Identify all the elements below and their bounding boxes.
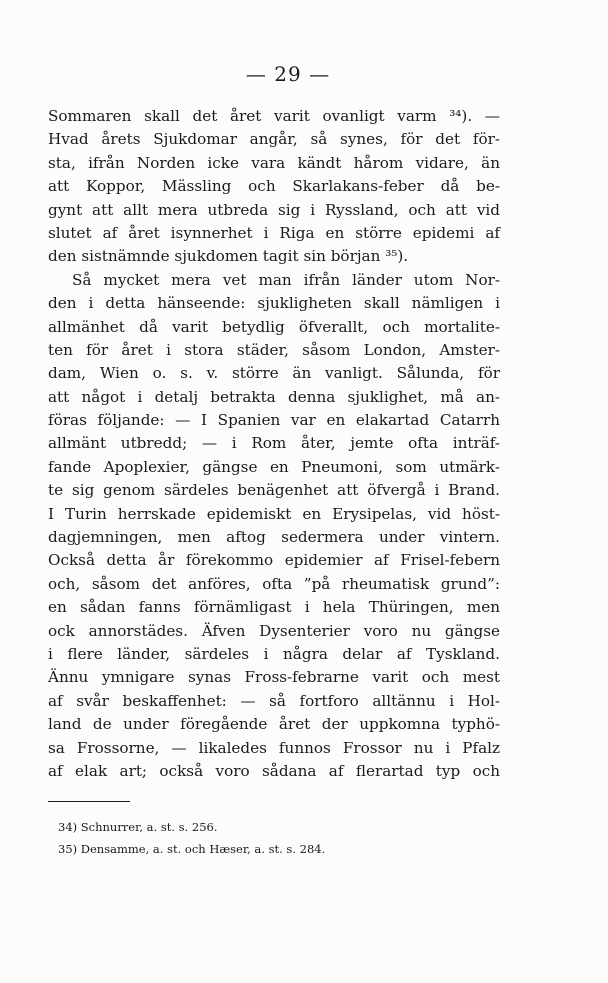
page-number: — 29 —: [245, 62, 331, 86]
text-line: en sådan fanns förnämligast i hela Thüringen, men: [48, 598, 500, 617]
text-line: af elak art; också voro sådana af flerartad typ och: [48, 761, 500, 780]
body-text: [48, 105, 500, 783]
text-line: allmänt utbredd; — i Rom åter, jemte ofta inträf-: [48, 434, 500, 453]
text-line: land de under föregående året der uppkomna typhö-: [48, 715, 500, 734]
text-line: dagjemningen, men aftog sedermera under vintern.: [48, 528, 500, 547]
text-line: Också detta år förekommo epidemier af Frisel-febern: [48, 551, 500, 570]
text-line: den i detta hänseende: sjukligheten skall nämligen i: [48, 294, 500, 313]
text-line: den sistnämnde sjukdomen tagit sin början ³⁵).: [48, 247, 409, 266]
text-line: Så mycket mera vet man ifrån länder utom Nor-: [72, 270, 500, 289]
text-line: sta, ifrån Norden icke vara kändt hårom vidare, än: [48, 153, 500, 172]
footnotes: [58, 816, 498, 860]
text-line: gynt att allt mera utbreda sig i Ryssland, och att vid: [48, 200, 500, 219]
text-line: I Turin herrskade epidemiskt en Erysipelas, vid höst-: [48, 504, 500, 523]
text-line: fande Apoplexier, gängse en Pneumoni, som utmärk-: [48, 457, 500, 476]
text-line: ock annorstädes. Äfven Dysenterier voro nu gängse: [48, 621, 500, 640]
footnote: 34) Schnurrer, a. st. s. 256.: [58, 820, 218, 834]
text-line: i flere länder, särdeles i några delar af Tyskland.: [48, 644, 500, 663]
text-line: Sommaren skall det året varit ovanligt varm ³⁴). —: [48, 107, 500, 125]
footnote: 35) Densamme, a. st. och Hæser, a. st. s. 284.: [58, 842, 326, 856]
text-line: dam, Wien o. s. v. större än vanligt. Sålunda, för: [48, 364, 500, 383]
footnote-divider: [48, 801, 130, 802]
text-line: te sig genom särdeles benägenhet att öfvergå i Brand.: [48, 481, 500, 500]
text-line: slutet af året isynnerhet i Riga en större epidemi af: [48, 223, 500, 242]
text-line: sa Frossorne, — likaledes funnos Frossor nu i Pfalz: [48, 738, 500, 757]
text-line: af svår beskaffenhet: — så fortforo alltännu i Hol-: [48, 691, 500, 710]
text-line: Ännu ymnigare synas Fross-febrarne varit och mest: [48, 668, 500, 687]
text-line: ten för året i stora städer, såsom London, Amster-: [48, 340, 500, 359]
text-line: att något i detalj betrakta denna sjuklighet, må an-: [48, 387, 500, 406]
text-line: föras följande: — I Spanien var en elakartad Catarrh: [48, 411, 500, 430]
text-line: allmänhet då varit betydlig öfverallt, och mortalite-: [48, 317, 500, 336]
text-line: och, såsom det anföres, ofta ”på rheumatisk grund”:: [48, 574, 500, 593]
text-line: Hvad årets Sjukdomar angår, så synes, för det för-: [48, 130, 500, 149]
text-line: att Koppor, Mässling och Skarlakans-feber då be-: [48, 177, 500, 196]
